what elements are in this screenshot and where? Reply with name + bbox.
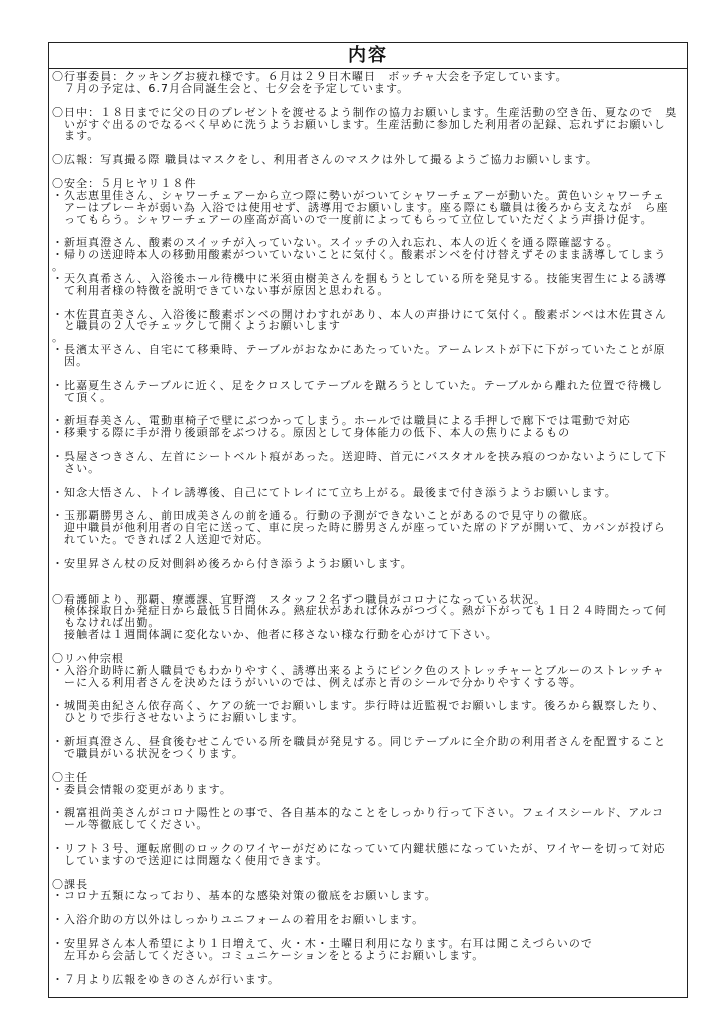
text-line: していますので送迎には問題なく使用できます。 (52, 854, 329, 867)
bullet-item: ・比嘉夏生さんテーブルに近く、足をクロスしてテーブルを蹴ろうとしていた。テーブルから離れた位置で待機し (52, 379, 664, 392)
paragraph (52, 594, 687, 642)
bullet-item: ・７月より広報をゆきのさんが行います。 (52, 973, 281, 986)
text-line: 因。 (52, 356, 89, 368)
paragraph (52, 914, 687, 926)
text-line: ール等徹底してください。 (52, 819, 209, 831)
bullet-item: ・城間美由紀さん依存高く、ケアの統一でお願いします。歩行時は近監視でお願いします。後ろから観察したり、 (52, 700, 665, 713)
paragraph (52, 380, 687, 404)
paragraph (52, 71, 687, 95)
text-line: で職員がいる状況をつくります。 (52, 747, 244, 760)
bullet-item: ・移乗する際に手が滑り後頭部をぶつける。原因として身体能力の低下、本人の焦りによるもの (52, 427, 571, 440)
paragraph (52, 107, 687, 143)
bullet-item: ・久志恵里佳さん、シャワーチェアーから立つ際に勢いがついてシャワーチェアーが動いた。黄色いシャワーチェ (52, 189, 665, 202)
text-line: 。 (52, 332, 65, 345)
paragraph (52, 510, 687, 546)
section-heading: 〇看護師より、那覇、療護課、宜野湾 スタッフ２名ずつ職員がコロナになっている状況。 (52, 593, 547, 606)
bullet-item: ・知念大悟さん、トイレ誘導後、自己にてトレイにて立ち上がる。最後まで付き添うようお願いします。 (52, 486, 617, 499)
bullet-item: ・木佐貫直美さん、入浴後に酸素ボンベの開けわすれがあり、本人の声掛けにて気付く。酸素ボンベは木佐貫さん (52, 308, 667, 321)
text-line: ます。 (52, 130, 100, 143)
text-line: 検体採取日か発症日から最低５日間休み。熱症状があれば休みがつづく。熱が下がっても１日２４時間たって何 (52, 605, 667, 618)
text-line: 。 (52, 261, 65, 273)
paragraph (52, 451, 687, 475)
section-heading: 〇日中：１８日までに父の日のプレゼントを渡せるよう制作の協力お願いします。生産活動の空き缶、夏なので 臭 (52, 106, 678, 119)
bullet-item: ・安里昇さん本人希望により１日増えて、火・木・土曜日利用になります。右耳は聞こえづらいので (52, 937, 593, 950)
bullet-item: ・新垣真澄さん、酸素のスイッチが入っていない。スイッチの入れ忘れ、本人の近くを通る際確認する。 (52, 237, 619, 250)
text-line: ってもらう。シャワーチェアーの座高が高いので一度前によってもらって立位していただくよう声掛け促す。 (52, 213, 653, 226)
bullet-item: ・親富祖尚美さんがコロナ陽性との事で、各自基本的なことをしっかり行って下さい。フェイスシールド、アルコ (52, 807, 665, 820)
bullet-item: ・コロナ五類になっており、基本的な感染対策の徹底をお願いします。 (52, 890, 437, 903)
text-line: て利用者様の特徴を説明できていない事が原因と思われる。 (52, 284, 390, 297)
bullet-item: ・天久真希さん、入浴後ホール待機中に米須由樹美さんを掴もうとしている所を発見する。技能実習生による誘導 (52, 272, 667, 285)
section-heading: 〇安全：５月ヒヤリ１８件 (52, 177, 197, 190)
paragraph (52, 974, 687, 986)
paragraph (52, 653, 687, 689)
text-line: て頂く。 (52, 391, 113, 404)
paragraph (52, 237, 687, 296)
text-line: と職員の２人でチェックして開くようお願いします (52, 320, 341, 333)
section-heading: 〇広報：写真撮る際 職員はマスクをし、利用者さんのマスクは外して撮るようご協力お願いします。 (52, 154, 598, 166)
paragraph (52, 772, 687, 796)
text-line: もなければ出勤。 (52, 617, 161, 630)
paragraph (52, 309, 687, 368)
section-heading: 〇リハ仲宗根 (52, 652, 124, 665)
page-title: 内容 (49, 43, 687, 69)
text-line: ひとりで歩行させないようにお願いします。 (52, 712, 305, 725)
text-line: いがすぐ出るのでなるべく早めに洗うようお願いします。生産活動に参加した利用者の記録、忘れずにお願いし (52, 118, 666, 131)
section-heading: 〇課長 (52, 878, 89, 891)
bullet-item: ・新垣真澄さん、昼食後むせこんでいる所を職員が発見する。同じテーブルに全介助の利用者さんを配置すること (52, 736, 667, 748)
paragraph (52, 558, 687, 570)
paragraph (52, 807, 687, 831)
text-line: 迎中職員が他利用者の自宅に送って、車に戻った時に勝男さんが座っていた席のドアが開いて、カバンが投げら (52, 522, 666, 535)
bullet-item: ・長濱太平さん、自宅にて移乗時、テーブルがおなかにあたっていた。アームレストが下に下がっていたことが原 (52, 344, 666, 356)
text-line: 接触者は１週間体調に変化ないか、他者に移さない様な行動を心がけて下さい。 (52, 629, 498, 641)
paragraph (52, 843, 687, 867)
bullet-item: ・委員会情報の変更があります。 (52, 783, 232, 796)
content-body (49, 69, 687, 985)
bullet-item: ・帰りの送迎時本人の移動用酸素がついていないことに気付く。酸素ボンベを付け替えずそのまま誘導してしまう (52, 249, 667, 261)
text-line: ーに入る利用者さんを決めたほうがいいのでは、例えば赤と青のシールで分かりやすくする等。 (52, 676, 582, 689)
content-table (48, 42, 688, 998)
text-line: ７月の予定は、6.7月合同誕生会と、七夕会を予定しています。 (52, 82, 410, 95)
section-heading: 〇主任 (52, 771, 89, 784)
text-line: アーはブレーキが弱い為 入浴では使用せず、誘導用でお願いします。座る際にも職員は後ろから支えなが ら座 (52, 201, 669, 214)
bullet-item: ・リフト３号、運転席側のロックのワイヤーがだめになっていて内鍵状態になっていたが、ワイヤーを切って対応 (52, 842, 666, 855)
paragraph (52, 154, 687, 166)
bullet-item: ・安里昇さん杖の反対側斜め後ろから付き添うようお願いします。 (52, 557, 413, 570)
bullet-item: ・入浴介助の方以外はしっかりユニフォームの着用をお願いします。 (52, 914, 425, 926)
paragraph (52, 879, 687, 903)
bullet-item: ・入浴介助時に新人職員でもわかりやすく、誘導出来るようにピンク色のストレッチャーとブルーのストレッチャ (52, 664, 665, 677)
bullet-item: ・玉那覇勝男さん、前田成美さんの前を通る。行動の予測ができないことがあるので見守りの徹底。 (52, 510, 595, 523)
paragraph (52, 938, 687, 962)
paragraph (52, 487, 687, 499)
paragraph (52, 415, 687, 439)
text-line: さい。 (52, 462, 101, 475)
paragraph (52, 178, 687, 226)
paragraph (52, 700, 687, 724)
text-line: 左耳から会話してください。コミュニケーションをとるようにお願いします。 (52, 949, 485, 962)
text-line: れていた。できれば２人送迎で対応。 (52, 534, 269, 546)
section-heading: 〇行事委員：クッキングお疲れ様です。６月は２９日木曜日 ボッチャ大会を予定しています。 (52, 71, 568, 83)
bullet-item: ・呉屋さつきさん、左首にシートベルト痕があった。送迎時、首元にバスタオルを挟み痕のつかないようにして下 (52, 451, 668, 463)
paragraph (52, 736, 687, 760)
bullet-item: ・新垣春美さん、電動車椅子で壁にぶつかってしまう。ホールでは職員による手押しで廊下では電動で対応 (52, 415, 631, 428)
